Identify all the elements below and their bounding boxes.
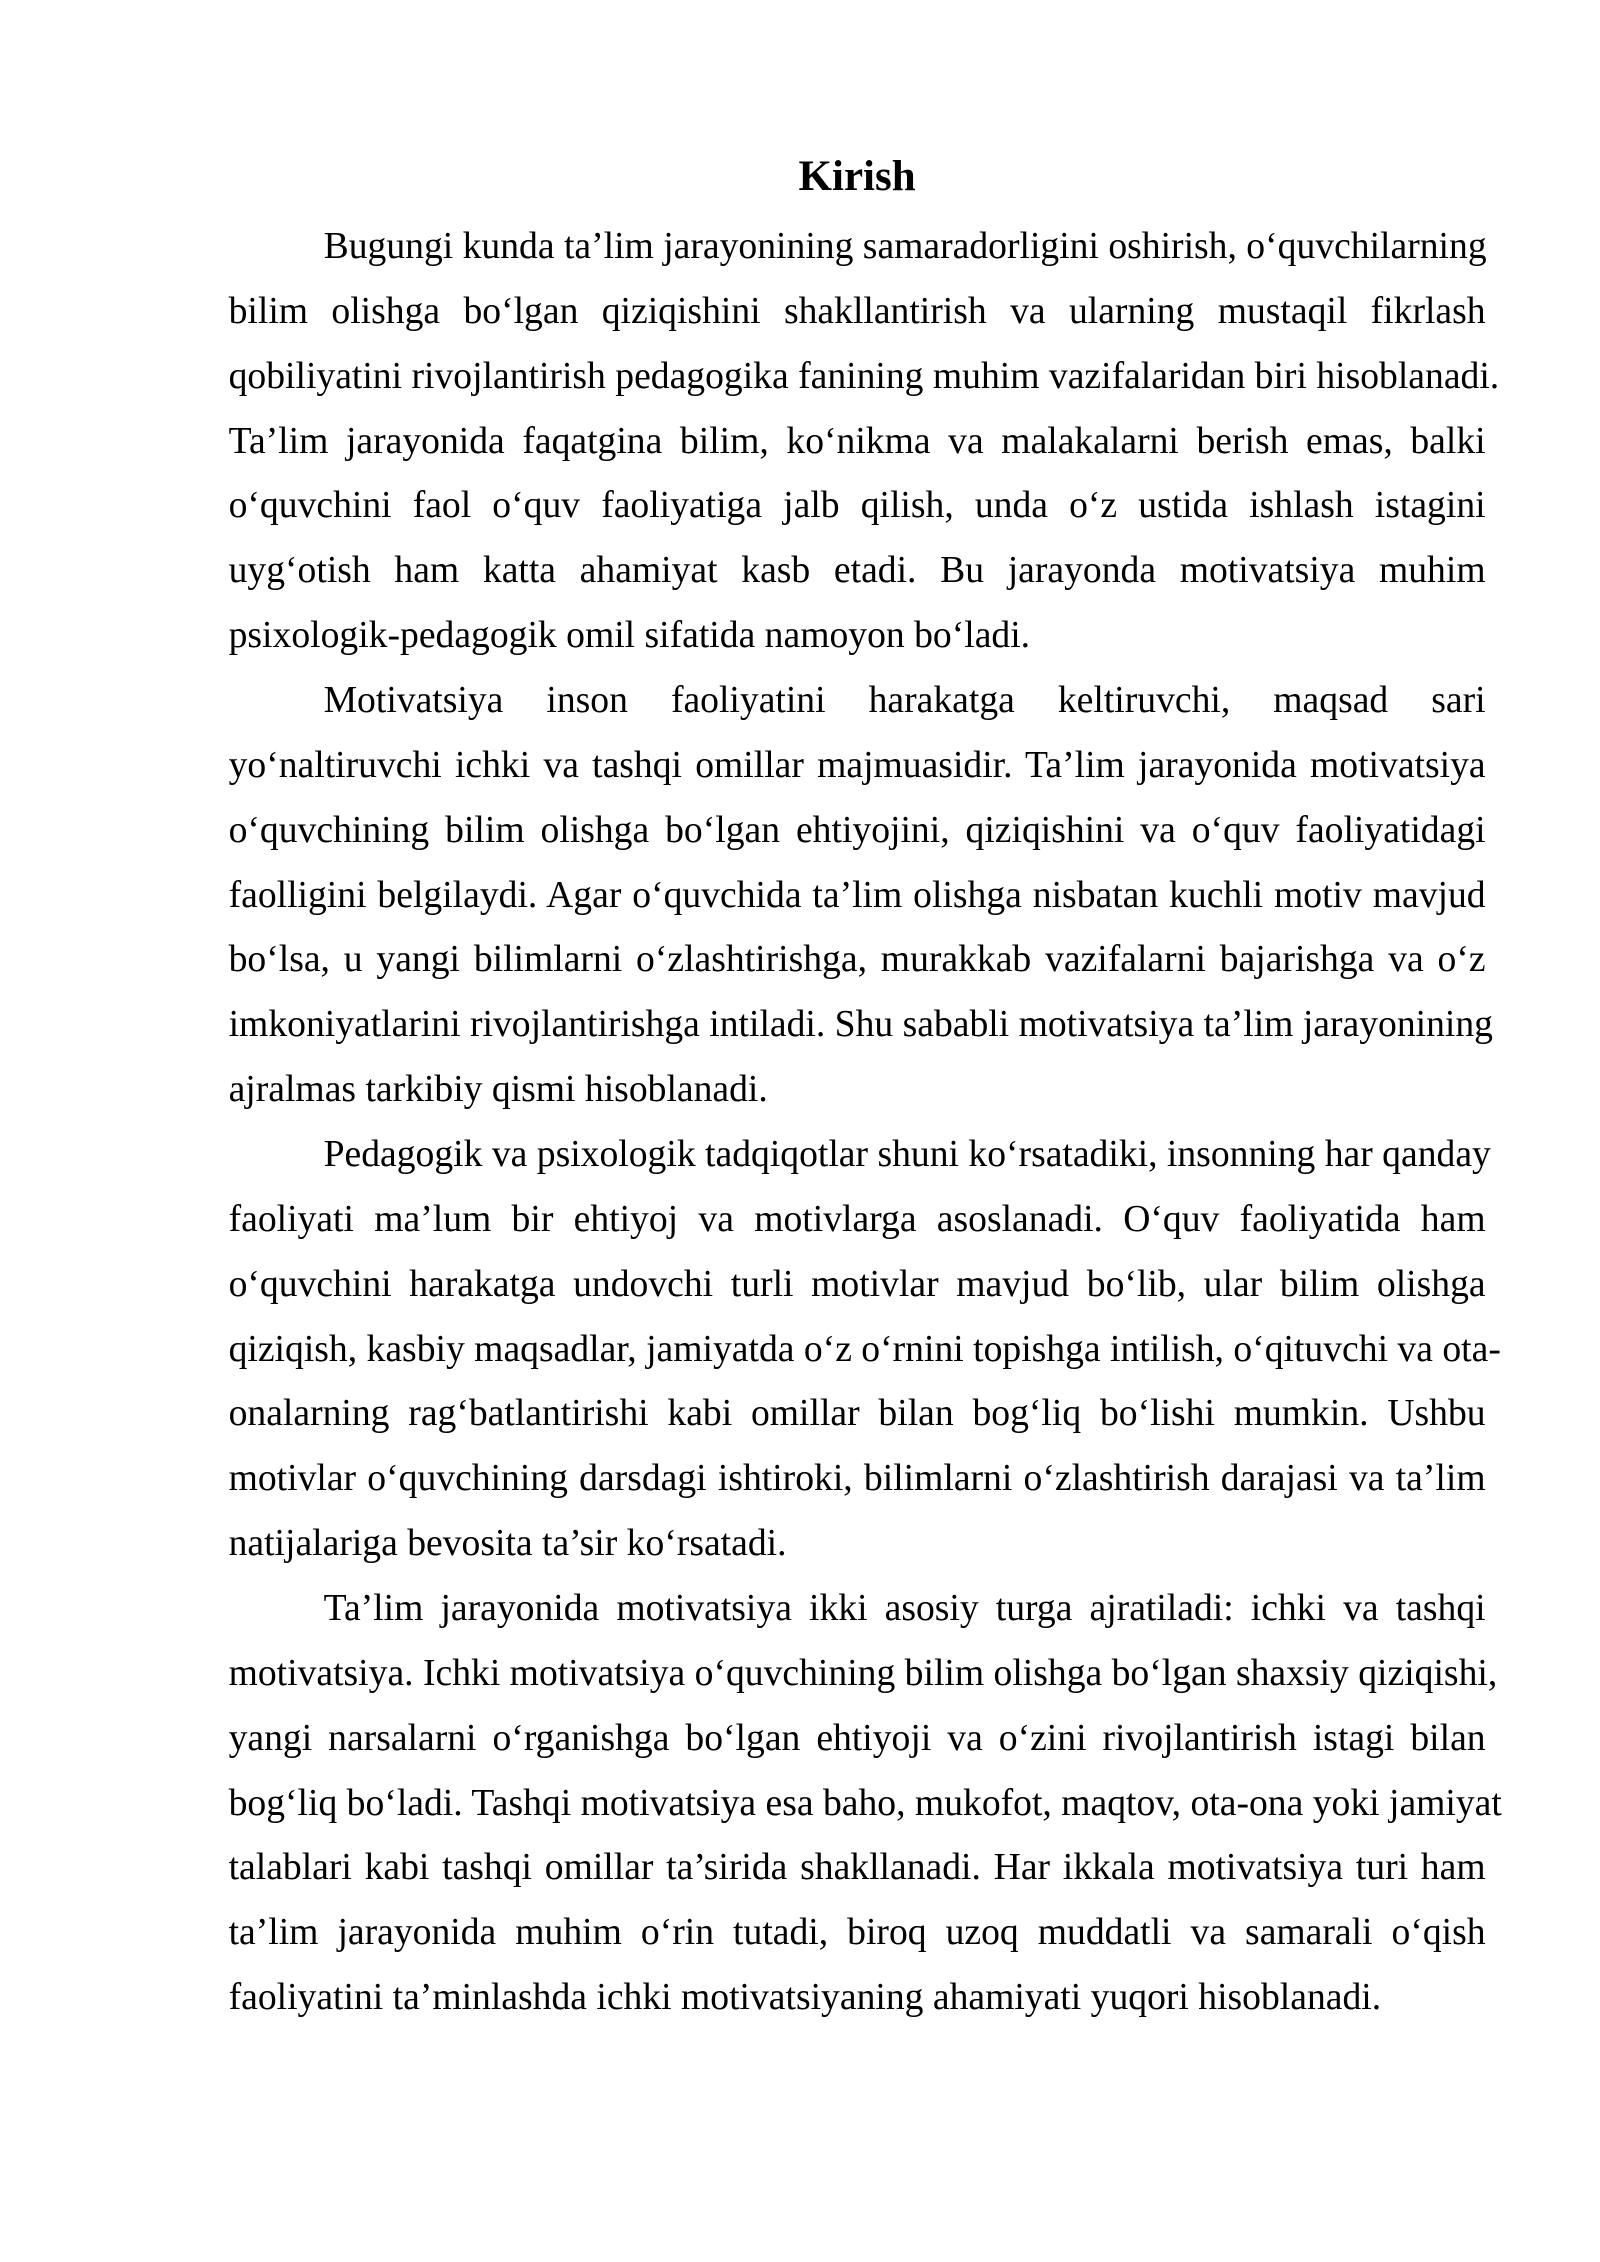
paragraph-1 <box>228 214 1500 668</box>
text-line: onalarning rag‘batlantirishi kabi omillar bilan bog‘liq bo‘lishi mumkin. Ushbu <box>228 1392 1486 1435</box>
text-line: o‘quvchini harakatga undovchi turli motivlar mavjud bo‘lib, ular bilim olishga <box>228 1262 1486 1305</box>
text-line: motivlar o‘quvchining darsdagi ishtiroki, bilimlarni o‘zlashtirish darajasi va ta’lim <box>228 1457 1486 1500</box>
text-line: imkoniyatlarini rivojlantirishga intiladi. Shu sababli motivatsiya ta’lim jarayonining <box>228 1003 1493 1046</box>
text-line: natijalariga bevosita ta’sir ko‘rsatadi. <box>228 1522 787 1565</box>
text-line: yangi narsalarni o‘rganishga bo‘lgan ehtiyoji va o‘zini rivojlantirish istagi bilan <box>228 1716 1486 1759</box>
text-line: qobiliyatini rivojlantirish pedagogika fanining muhim vazifalaridan biri hisoblanadi. <box>228 354 1500 397</box>
text-line: psixologik-pedagogik omil sifatida namoyon bo‘ladi. <box>228 614 1031 657</box>
paragraph-4 <box>228 1576 1502 2030</box>
page-title: Kirish <box>798 153 916 200</box>
text-line: talablari kabi tashqi omillar ta’sirida shakllanadi. Har ikkala motivatsiya turi ham <box>228 1846 1486 1889</box>
text-line: faoliyatini ta’minlashda ichki motivatsiyaning ahamiyati yuqori hisoblanadi. <box>228 1976 1382 2019</box>
text-line: Ta’lim jarayonida motivatsiya ikki asosiy turga ajratiladi: ichki va tashqi <box>323 1587 1486 1630</box>
text-line: bog‘liq bo‘ladi. Tashqi motivatsiya esa baho, mukofot, maqtov, ota-ona yoki jamiyat <box>228 1781 1502 1824</box>
text-line: ajralmas tarkibiy qismi hisoblanadi. <box>228 1068 768 1111</box>
text-line: Pedagogik va psixologik tadqiqotlar shuni ko‘rsatadiki, insonning har qanday <box>323 1133 1491 1176</box>
text-line: Ta’lim jarayonida faqatgina bilim, ko‘nikma va malakalarni berish emas, balki <box>228 419 1486 462</box>
text-line: yo‘naltiruvchi ichki va tashqi omillar majmuasidir. Ta’lim jarayonida motivatsiya <box>228 743 1486 786</box>
text-line: ta’lim jarayonida muhim o‘rin tutadi, biroq uzoq muddatli va samarali o‘qish <box>228 1911 1486 1954</box>
document-body <box>228 140 1502 2030</box>
text-line: o‘quvchining bilim olishga bo‘lgan ehtiyojini, qiziqishini va o‘quv faoliyatidagi <box>228 808 1486 851</box>
text-line: faoliyati ma’lum bir ehtiyoj va motivlarga asoslanadi. O‘quv faoliyatida ham <box>228 1197 1486 1240</box>
text-line: Bugungi kunda ta’lim jarayonining samaradorligini oshirish, o‘quvchilarning <box>323 225 1487 267</box>
paragraph-2 <box>228 668 1493 1122</box>
text-line: faolligini belgilaydi. Agar o‘quvchida ta’lim olishga nisbatan kuchli motiv mavjud <box>228 873 1486 916</box>
text-line: uyg‘otish ham katta ahamiyat kasb etadi. Bu jarayonda motivatsiya muhim <box>228 549 1486 592</box>
text-line: bilim olishga bo‘lgan qiziqishini shakllantirish va ularning mustaqil fikrlash <box>228 289 1486 332</box>
text-line: bo‘lsa, u yangi bilimlarni o‘zlashtirishga, murakkab vazifalarni bajarishga va o‘z <box>228 938 1486 981</box>
text-line: motivatsiya. Ichki motivatsiya o‘quvchining bilim olishga bo‘lgan shaxsiy qiziqishi, <box>228 1651 1498 1694</box>
paragraph-3 <box>228 1122 1501 1576</box>
text-line: qiziqish, kasbiy maqsadlar, jamiyatda o‘z o‘rnini topishga intilish, o‘qituvchi va ota- <box>228 1327 1501 1370</box>
text-line: Motivatsiya inson faoliyatini harakatga keltiruvchi, maqsad sari <box>323 679 1486 722</box>
text-line: o‘quvchini faol o‘quv faoliyatiga jalb qilish, unda o‘z ustida ishlash istagini <box>228 484 1486 527</box>
